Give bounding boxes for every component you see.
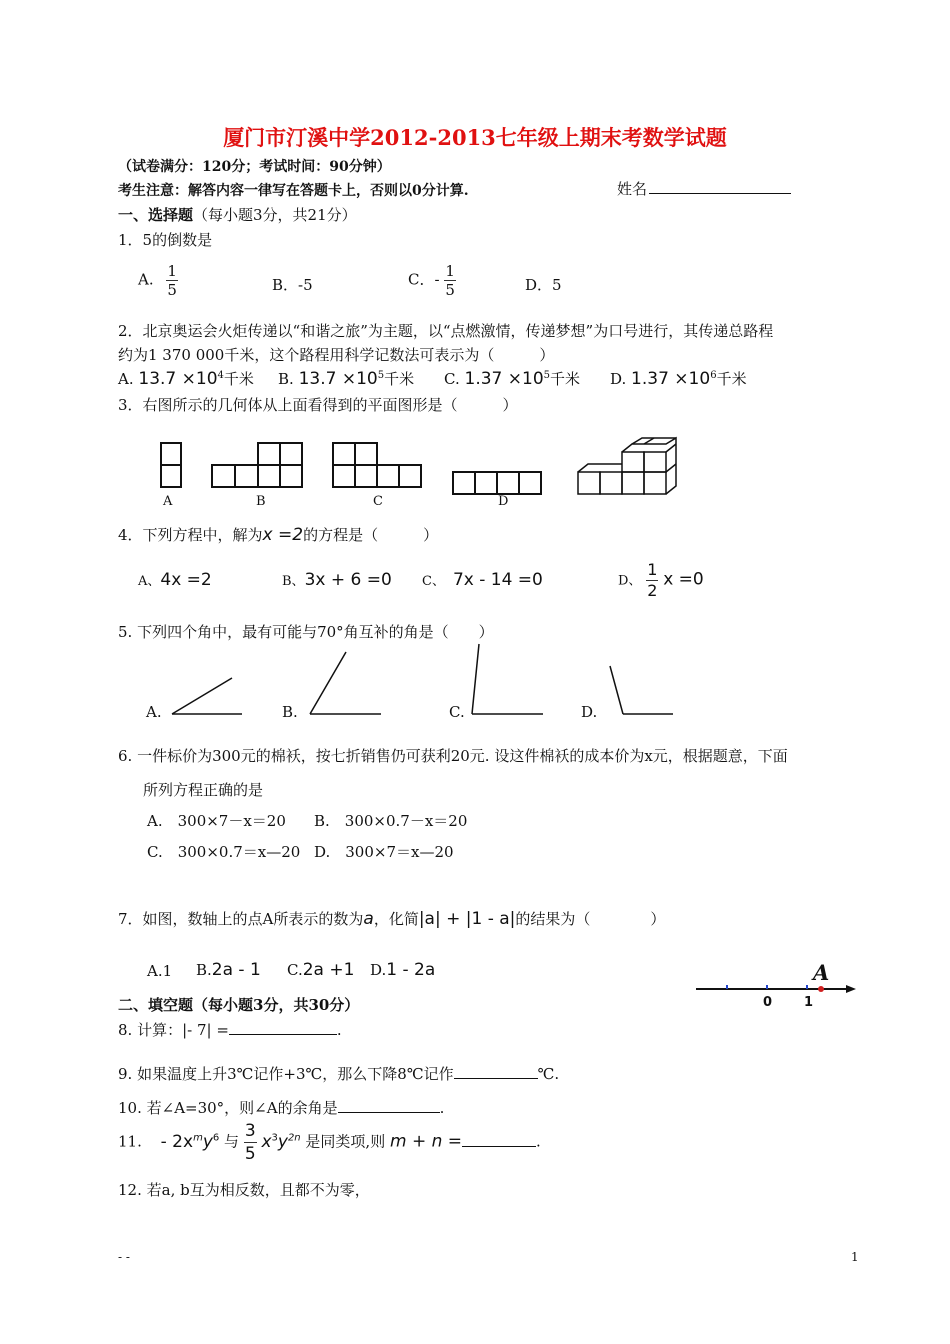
- q12-stem: 12. 若a, b互为相反数，且都不为零，: [118, 1181, 370, 1199]
- q4-b-label: B、: [282, 574, 305, 589]
- q7-number-line: [690, 960, 865, 1015]
- q5-label-b: B.: [282, 703, 298, 721]
- q1-option-c: [408, 262, 456, 299]
- q3-figure-a: [161, 443, 181, 487]
- q2-c-base: 1.37 ×10: [464, 369, 544, 389]
- name-blank[interactable]: [649, 179, 791, 194]
- q3-figures: [140, 430, 685, 500]
- q4-option-c: [422, 570, 543, 590]
- q2-option-a: [118, 368, 254, 389]
- q2-d-exp: 6: [710, 370, 717, 381]
- q5-angles: [140, 640, 680, 720]
- q1-a-fraction: [166, 262, 178, 299]
- q6-option-c: C. 300×0.7＝x—20: [147, 843, 301, 861]
- q3-figure-d: [453, 472, 541, 494]
- q9-stem: 9. 如果温度上升3℃记作+3℃，那么下降8℃记作: [118, 1065, 454, 1083]
- q11-rhs-x: x: [261, 1131, 272, 1152]
- q5-angle-c: [472, 644, 543, 714]
- q4-option-a: [138, 570, 212, 590]
- q6-stem-line1: 6. 一件标价为300元的棉袄，按七折销售仍可获利20元. 设这件棉袄的成本价为x元，根据题意，下面: [118, 747, 788, 765]
- q2-b-label: B.: [278, 370, 294, 388]
- q8-stem: 8. 计算：|- 7| =: [118, 1021, 229, 1039]
- q7-b-math: 2a - 1: [211, 960, 261, 980]
- q1-a-num: 1: [167, 262, 177, 280]
- name-label: 姓名: [617, 180, 648, 198]
- q11-number: 11.: [118, 1132, 142, 1151]
- exam-title: 厦门市汀溪中学2012-2013七年级上期末考数学试题: [223, 125, 727, 150]
- q7-stem-pre: 7．如图，数轴上的点A所表示的数为: [118, 910, 364, 928]
- q3-label-c: C: [373, 494, 383, 509]
- q2-a-exp: 4: [217, 370, 224, 381]
- q11-rhs-y: y: [277, 1131, 288, 1152]
- q4-stem-post: 的方程是（ ）: [303, 526, 439, 544]
- q11-lhs: [161, 1132, 220, 1152]
- q3-label-a: A: [163, 494, 173, 509]
- q11-and: 与: [224, 1132, 240, 1151]
- q2-d-label: D.: [610, 370, 627, 388]
- q11-lhs-exp2: 6: [212, 1131, 220, 1143]
- q5-label-d: D.: [581, 703, 598, 721]
- q4-a-math: 4x =2: [160, 570, 212, 590]
- q7-option-d: [370, 960, 435, 980]
- q5-label-c: C.: [449, 703, 465, 721]
- q10-answer-blank[interactable]: [338, 1098, 440, 1113]
- q11-lhs-term: - 2x: [160, 1131, 194, 1152]
- q7-option-b: [196, 960, 261, 980]
- q10-end: .: [439, 1099, 445, 1117]
- q7-axis-point-label: A: [813, 960, 830, 985]
- q3-solid-figure: [578, 438, 676, 494]
- q7-axis-tick-1: 1: [804, 995, 814, 1010]
- q1-c-den: 5: [445, 281, 455, 299]
- footer-left: - -: [118, 1250, 130, 1264]
- q10-stem: 10. 若∠A=30°，则∠A的余角是: [118, 1099, 338, 1117]
- q1-c-label: C．-: [408, 270, 440, 289]
- q7-option-a: A.1: [147, 962, 173, 980]
- q2-b-exp: 5: [377, 370, 385, 381]
- q11-answer-blank[interactable]: [462, 1132, 536, 1147]
- q7-axis-tick-0: 0: [763, 995, 773, 1010]
- q5-label-a: A.: [146, 703, 162, 721]
- q11-mid: 是同类项,则: [305, 1132, 386, 1151]
- q2-d-base: 1.37 ×10: [631, 369, 711, 389]
- q7-stem-math: |a| + |1 - a|: [418, 909, 516, 929]
- q7-stem: [118, 908, 665, 929]
- q4-d-num: 1: [647, 560, 658, 579]
- section2-heading: 二、填空题（每小题3分，共30分）: [118, 996, 360, 1014]
- q1-option-a: [138, 262, 178, 299]
- q5-stem: 5. 下列四个角中，最有可能与70°角互补的角是（ ）: [118, 623, 494, 641]
- q4-a-label: A、: [138, 574, 161, 589]
- q2-option-c: [444, 368, 580, 389]
- q2-c-unit: 千米: [550, 370, 581, 388]
- q4-b-math: 3x + 6 =0: [304, 570, 392, 590]
- q4-stem: [118, 524, 438, 545]
- q1-a-label: A.: [138, 270, 154, 289]
- notice: 考生注意：解答内容一律写在答题卡上，否则以0分计算.: [118, 183, 469, 199]
- q2-c-exp: 5: [543, 370, 551, 381]
- q5-angle-b: [310, 652, 381, 714]
- q8: [118, 1019, 342, 1040]
- arrow-right-icon: [846, 985, 856, 993]
- q7-option-c: [287, 960, 354, 980]
- q4-stem-math: x =2: [262, 525, 304, 545]
- q2-d-unit: 千米: [716, 370, 747, 388]
- q11-frac-den: 5: [244, 1144, 256, 1164]
- q7-stem-var: a: [363, 909, 374, 929]
- q7-d-math: 1 - 2a: [386, 960, 436, 980]
- q1-c-num: 1: [445, 262, 455, 280]
- q7-b-label: B.: [196, 961, 212, 979]
- page-number: 1: [851, 1250, 859, 1264]
- q2-option-d: [610, 368, 747, 389]
- q6-option-b: B. 300×0.7－x＝20: [314, 812, 468, 830]
- q7-d-label: D.: [370, 961, 387, 979]
- q11-end: .: [536, 1132, 541, 1151]
- q2-b-base: 13.7 ×10: [298, 369, 378, 389]
- q4-d-fraction: [646, 560, 658, 601]
- q3-figure-c: [333, 443, 421, 487]
- q3-label-d: D: [498, 494, 509, 509]
- q2-stem-line1: 2．北京奥运会火炬传递以“和谐之旅”为主题，以“点燃激情，传递梦想”为口号进行，其传递总路程: [118, 322, 774, 340]
- q3-figure-b: [212, 443, 302, 487]
- q11-lhs-y: y: [202, 1131, 213, 1152]
- q11-rhs-exp1: 3: [271, 1131, 278, 1143]
- q5-angle-a: [172, 678, 242, 714]
- q4-d-math: x =0: [663, 569, 704, 590]
- point-a-marker: [818, 986, 824, 992]
- q5-angle-d: [610, 666, 673, 714]
- q2-b-unit: 千米: [384, 370, 415, 388]
- q1-option-b: B．-5: [272, 276, 313, 294]
- q4-d-den: 2: [647, 581, 658, 600]
- section1-heading: 一、选择题: [118, 206, 194, 224]
- q4-c-label: C、: [422, 574, 445, 589]
- q11-frac-num: 3: [244, 1121, 256, 1141]
- q4-d-label: D、: [618, 573, 642, 589]
- q9-answer-blank[interactable]: [454, 1064, 538, 1079]
- q4-option-b: [282, 570, 392, 590]
- q11-ask: m + n =: [389, 1131, 463, 1152]
- section1-note: （每小题3分，共21分）: [193, 206, 357, 224]
- q1-option-d: D．5: [525, 276, 562, 294]
- q2-a-base: 13.7 ×10: [138, 369, 218, 389]
- q11: [118, 1120, 541, 1165]
- q8-answer-blank[interactable]: [229, 1020, 337, 1035]
- q3-stem: 3．右图所示的几何体从上面看得到的平面图形是（ ）: [118, 396, 518, 414]
- q11-lhs-exp1: m: [193, 1131, 203, 1143]
- q4-option-d: [618, 560, 704, 601]
- q7-stem-post: 的结果为（ ）: [515, 910, 666, 928]
- q2-stem-line2: 约为1 370 000千米，这个路程用科学记数法可表示为（ ）: [118, 346, 555, 364]
- q2-option-b: [278, 368, 414, 389]
- q6-stem-line2: 所列方程正确的是: [143, 781, 264, 799]
- q11-fraction: [244, 1120, 257, 1165]
- q7-stem-mid: ，化简: [373, 910, 419, 928]
- q1-a-den: 5: [167, 281, 177, 299]
- exam-info: （试卷满分：120分；考试时间：90分钟）: [118, 159, 391, 175]
- q9-end: ℃.: [537, 1065, 560, 1083]
- q2-a-unit: 千米: [223, 370, 254, 388]
- q11-rhs: [261, 1132, 300, 1152]
- q1-c-fraction: [444, 262, 456, 299]
- q4-c-math: 7x - 14 =0: [452, 570, 543, 590]
- q2-c-label: C.: [444, 370, 460, 388]
- q1-stem: 1．5的倒数是: [118, 231, 213, 249]
- q9: [118, 1063, 559, 1084]
- q6-option-a: A. 300×7－x＝20: [147, 812, 286, 830]
- section1-header: [118, 204, 357, 225]
- q11-rhs-exp2: 2n: [287, 1131, 301, 1143]
- q7-c-math: 2a +1: [302, 960, 355, 980]
- q8-end: .: [336, 1021, 342, 1039]
- name-field: [617, 178, 791, 199]
- q7-c-label: C.: [287, 961, 303, 979]
- q3-label-b: B: [256, 494, 266, 509]
- q2-a-label: A.: [118, 370, 134, 388]
- q4-stem-pre: 4．下列方程中，解为: [118, 526, 263, 544]
- q6-option-d: D. 300×7＝x—20: [314, 843, 454, 861]
- q10: [118, 1097, 444, 1118]
